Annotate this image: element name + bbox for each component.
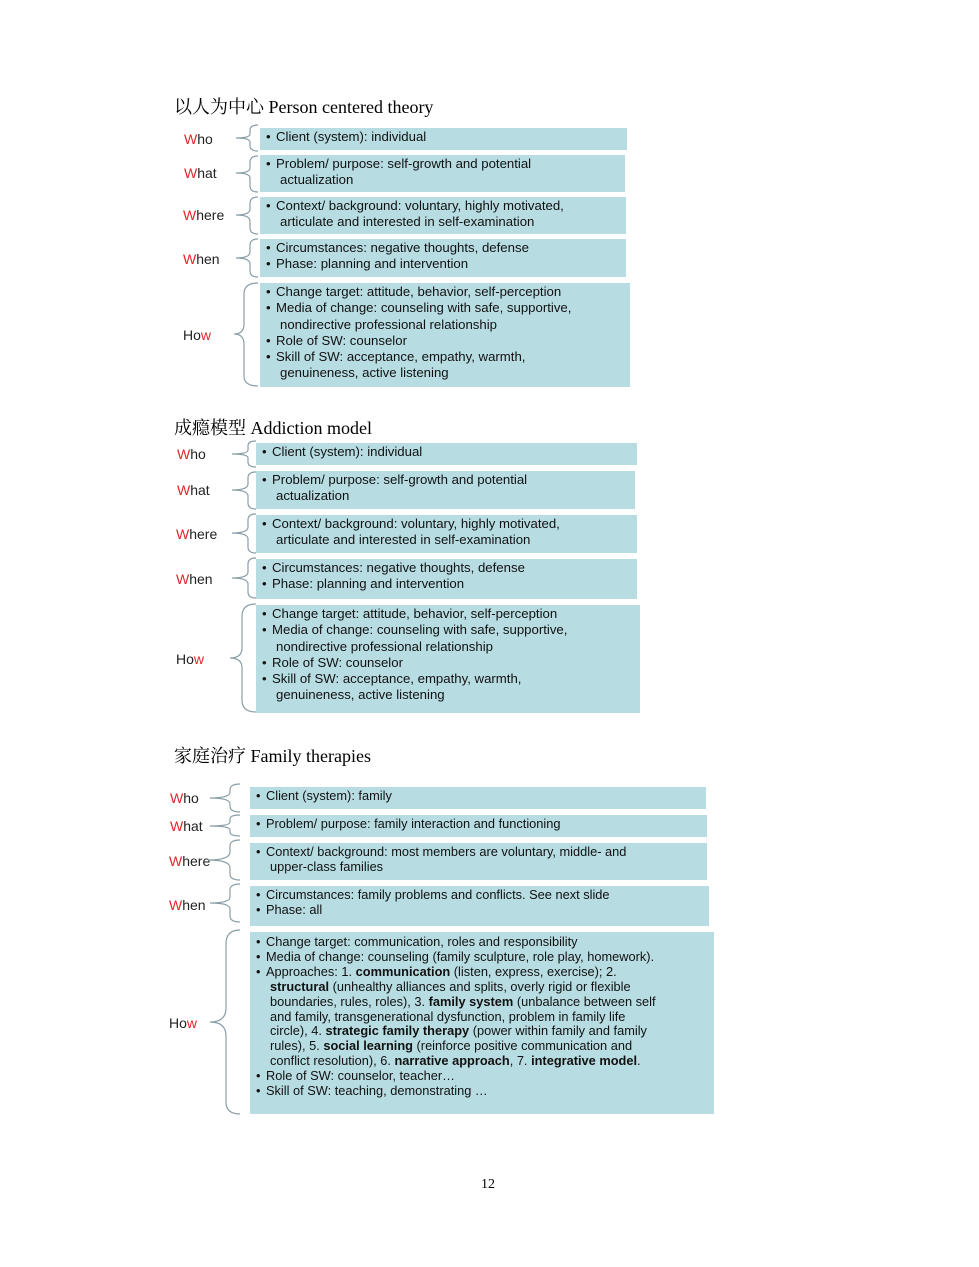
label-how: How: [183, 327, 212, 343]
label-where: Where: [176, 526, 218, 542]
what-box: • Problem/ purpose: self-growth and potential actualization: [256, 471, 635, 509]
brace-icon: [230, 124, 260, 394]
when-box: • Circumstances: family problems and conflicts. See next slide • Phase: all: [250, 886, 709, 926]
who-box: • Client (system): individual: [260, 128, 627, 150]
label-who: Who: [184, 131, 213, 147]
label-what: What: [177, 482, 210, 498]
brace-icon: [226, 440, 258, 720]
label-what: What: [184, 165, 217, 181]
where-box: • Context/ background: voluntary, highly motivated, articulate and interested in self-examination: [260, 197, 626, 234]
section-title-family: 家庭治疗 Family therapies: [174, 746, 371, 766]
section-title-person: 以人为中心 Person centered theory: [174, 97, 434, 117]
label-when: When: [169, 897, 206, 913]
label-who: Who: [177, 446, 206, 462]
when-box: • Circumstances: negative thoughts, defense • Phase: planning and intervention: [256, 559, 637, 599]
page-number: 12: [481, 1177, 495, 1192]
what-box: • Problem/ purpose: self-growth and potential actualization: [260, 155, 625, 192]
what-box: • Problem/ purpose: family interaction and functioning: [250, 815, 707, 837]
where-box: • Context/ background: voluntary, highly motivated, articulate and interested in self-examination: [256, 515, 637, 553]
label-how: How: [176, 651, 205, 667]
who-box: • Client (system): family: [250, 787, 706, 809]
how-box: • Change target: communication, roles and responsibility • Media of change: counseling (family sculpture, role play, homework). • Approaches: 1. communication (listen, express, exercise); 2. structural (unhealthy alliances and splits, overly rigid or flexible boundaries, rules, roles), 3. family system (unbalance between self and family, transgenerational dysfunction, problem in family life circle), 4. strategic family therapy (power within family and family rules), 5. social learning (reinforce positive communication and conflict resolution), 6. narrative approach, 7. integrative model. • Role of SW: counselor, teacher… • Skill of SW: teaching, demonstrating …: [250, 932, 714, 1114]
label-who: Who: [170, 790, 199, 806]
label-when: When: [183, 251, 220, 267]
how-box: • Change target: attitude, behavior, self-perception • Media of change: counseling with safe, supportive, nondirective professional relationship • Role of SW: counselor • Skill of SW: acceptance, empathy, warmth, genuineness, active listening: [256, 605, 640, 713]
when-box: • Circumstances: negative thoughts, defense • Phase: planning and intervention: [260, 239, 626, 277]
section-title-addiction: 成瘾模型 Addiction model: [174, 418, 372, 438]
how-box: • Change target: attitude, behavior, self-perception • Media of change: counseling with safe, supportive, nondirective professional relationship • Role of SW: counselor • Skill of SW: acceptance, empathy, warmth, genuineness, active listening: [260, 283, 630, 387]
label-how: How: [169, 1015, 198, 1031]
label-what: What: [170, 818, 203, 834]
label-where: Where: [169, 853, 211, 869]
label-when: When: [176, 571, 213, 587]
brace-icon: [204, 782, 244, 1122]
who-box: • Client (system): individual: [256, 443, 637, 465]
label-where: Where: [183, 207, 225, 223]
where-box: • Context/ background: most members are voluntary, middle- and upper-class families: [250, 843, 707, 880]
